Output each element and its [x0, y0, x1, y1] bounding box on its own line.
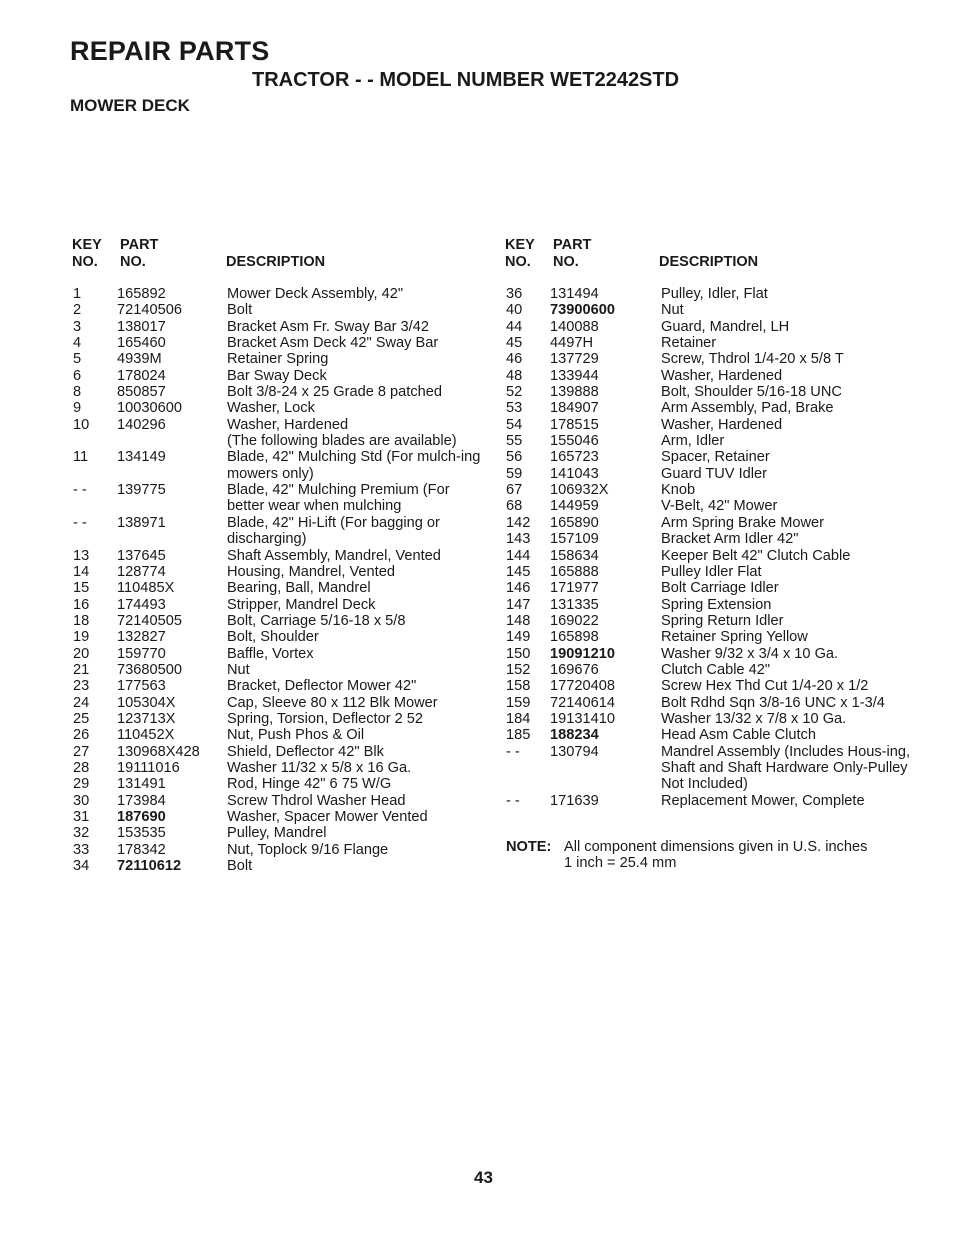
part-row: [506, 678, 946, 694]
part-description: Shaft Assembly, Mandrel, Vented: [227, 547, 441, 564]
right-part-header: [553, 237, 591, 271]
part-number: 165723: [550, 449, 599, 466]
part-row: [73, 662, 513, 678]
part-row: [73, 646, 513, 662]
key-number: 25: [73, 710, 90, 727]
key-number: 44: [506, 318, 523, 335]
part-number: 178515: [550, 416, 599, 433]
part-description: Bracket, Deflector Mower 42": [227, 678, 417, 695]
part-description: Bearing, Ball, Mandrel: [227, 580, 371, 597]
part-description: Nut: [661, 302, 684, 319]
key-number: 26: [73, 727, 90, 744]
part-row: [506, 466, 946, 482]
key-number: 28: [73, 759, 90, 776]
key-number: 159: [506, 694, 531, 711]
part-number: 138017: [117, 318, 166, 335]
part-description: Arm, Idler: [661, 433, 725, 450]
part-number: 4939M: [117, 351, 162, 368]
part-number: 133944: [550, 367, 599, 384]
part-description: Shield, Deflector 42" Blk: [227, 743, 384, 760]
part-number: 132827: [117, 629, 166, 646]
part-description: Screw Hex Thd Cut 1/4-20 x 1/2: [661, 678, 869, 695]
part-row: [506, 531, 946, 547]
page-title: REPAIR PARTS: [70, 36, 270, 66]
part-number: 177563: [117, 678, 166, 695]
part-description: Blade, 42" Mulching Premium (For better wear when mulching: [227, 482, 450, 515]
part-description: Pulley, Mandrel: [227, 825, 327, 842]
part-header-line2: NO.: [553, 254, 579, 270]
part-row: [506, 744, 946, 793]
part-description: Retainer Spring: [227, 351, 329, 368]
part-number: 144959: [550, 498, 599, 515]
key-number: 40: [506, 302, 523, 319]
part-description: Guard TUV Idler: [661, 465, 767, 482]
part-description: Baffle, Vortex: [227, 645, 314, 662]
key-number: 48: [506, 367, 523, 384]
key-number: 29: [73, 776, 90, 793]
part-row: [506, 449, 946, 465]
part-number: 131494: [550, 286, 599, 302]
key-header-line2: NO.: [72, 254, 98, 270]
part-description: Bolt, Shoulder: [227, 629, 319, 646]
part-row: [73, 613, 513, 629]
key-number: 147: [506, 596, 531, 613]
part-description: Nut, Toplock 9/16 Flange: [227, 841, 389, 858]
part-number: 72140506: [117, 302, 182, 319]
part-number: 165888: [550, 563, 599, 580]
part-description: Bracket Asm Fr. Sway Bar 3/42: [227, 318, 429, 335]
part-description: Keeper Belt 42" Clutch Cable: [661, 547, 851, 564]
part-number: 72110612: [117, 858, 182, 875]
part-description: Pulley, Idler, Flat: [661, 286, 768, 302]
part-number: 72140614: [550, 694, 615, 711]
key-number: 2: [73, 302, 82, 319]
part-number: 140088: [550, 318, 599, 335]
right-key-header: [505, 237, 535, 271]
part-description: Bolt, Carriage 5/16-18 x 5/8: [227, 612, 406, 629]
part-number: 106932X: [550, 482, 609, 499]
part-row: [73, 825, 513, 841]
part-description: Blade, 42" Hi-Lift (For bagging or discharging): [227, 514, 440, 548]
part-number: 72140505: [117, 612, 182, 629]
key-number: 21: [73, 661, 90, 678]
part-row: [506, 629, 946, 645]
part-row: [73, 449, 513, 482]
key-number: 184: [506, 710, 531, 727]
part-row: [73, 515, 513, 548]
key-number: 5: [73, 351, 82, 368]
part-row: [73, 384, 513, 400]
part-number: 155046: [550, 433, 599, 450]
part-description: Washer, Hardened: [227, 416, 349, 433]
part-number: 134149: [117, 449, 166, 466]
part-row: [506, 319, 946, 335]
key-number: - -: [506, 792, 520, 809]
part-row: [73, 727, 513, 743]
part-number: 169022: [550, 612, 599, 629]
part-description: V-Belt, 42" Mower: [661, 498, 778, 515]
part-description: Clutch Cable 42": [661, 661, 771, 678]
part-row: [73, 695, 513, 711]
part-row: [506, 302, 946, 318]
part-description: Bolt 3/8-24 x 25 Grade 8 patched: [227, 384, 442, 401]
key-number: 143: [506, 531, 531, 548]
part-number: 138971: [117, 514, 166, 531]
key-number: 6: [73, 367, 82, 384]
key-number: 13: [73, 547, 90, 564]
key-header-line1: KEY: [72, 237, 102, 253]
key-number: 14: [73, 563, 90, 580]
key-number: 4: [73, 335, 82, 352]
part-description: Washer, Hardened: [661, 367, 783, 384]
part-description: Rod, Hinge 42" 6 75 W/G: [227, 776, 392, 793]
part-number: 139888: [550, 384, 599, 401]
part-number: 169676: [550, 661, 599, 678]
part-number: 187690: [117, 809, 166, 825]
part-number: 157109: [550, 531, 599, 548]
key-number: 148: [506, 612, 531, 629]
key-number: 33: [73, 841, 90, 858]
part-number: 165892: [117, 286, 166, 302]
part-number: 131491: [117, 776, 166, 793]
part-description: Guard, Mandrel, LH: [661, 318, 790, 335]
part-number: 73900600: [550, 302, 615, 319]
part-row: [506, 727, 946, 743]
part-description: Nut: [227, 661, 250, 678]
part-row: [73, 335, 513, 351]
part-row: [73, 629, 513, 645]
part-description: Blade, 42" Mulching Std (For mulch-ing mowers only): [227, 449, 481, 482]
part-row: [73, 809, 513, 825]
key-number: 68: [506, 498, 523, 515]
part-number: 178342: [117, 841, 166, 858]
part-row: [506, 695, 946, 711]
part-row: [506, 384, 946, 400]
key-number: 31: [73, 809, 90, 825]
part-number: 171639: [550, 792, 599, 809]
part-number: 123713X: [117, 710, 176, 727]
key-number: 15: [73, 580, 90, 597]
key-number: 45: [506, 335, 523, 352]
part-number: 188234: [550, 727, 599, 744]
key-number: 36: [506, 286, 523, 302]
part-row: [506, 351, 946, 367]
key-number: 67: [506, 482, 523, 499]
part-number: 165898: [550, 629, 599, 646]
part-row: [73, 417, 513, 433]
key-number: 53: [506, 400, 523, 417]
part-description: Washer, Spacer Mower Vented: [227, 809, 428, 825]
key-number: 54: [506, 416, 523, 433]
part-number: 17720408: [550, 678, 615, 695]
part-row: [73, 319, 513, 335]
part-row: [73, 744, 513, 760]
part-description: Cap, Sleeve 80 x 112 Blk Mower: [227, 694, 438, 711]
part-row: [73, 580, 513, 596]
key-number: 59: [506, 465, 523, 482]
part-row: [73, 302, 513, 318]
part-description: Pulley Idler Flat: [661, 563, 762, 580]
part-description: Bracket Asm Deck 42" Sway Bar: [227, 335, 439, 352]
key-number: 8: [73, 384, 82, 401]
key-header-line1: KEY: [505, 237, 535, 253]
part-number: 19091210: [550, 645, 615, 662]
part-row: [73, 842, 513, 858]
left-part-header: [120, 237, 158, 271]
part-description: Spring, Torsion, Deflector 2 52: [227, 710, 424, 727]
part-description: Mower Deck Assembly, 42": [227, 286, 404, 302]
part-row: [506, 286, 946, 302]
part-number: 184907: [550, 400, 599, 417]
part-row: [73, 400, 513, 416]
part-number: 165460: [117, 335, 166, 352]
key-number: 158: [506, 678, 531, 695]
part-number: 850857: [117, 384, 166, 401]
right-parts-list: [506, 286, 946, 809]
part-description: Housing, Mandrel, Vented: [227, 563, 395, 580]
key-header-line2: NO.: [505, 254, 531, 270]
part-description: Washer 13/32 x 7/8 x 10 Ga.: [661, 710, 847, 727]
part-description: Spring Extension: [661, 596, 772, 613]
part-number: 131335: [550, 596, 599, 613]
part-row: [73, 368, 513, 384]
part-row: [506, 417, 946, 433]
part-number: 128774: [117, 563, 166, 580]
key-number: 46: [506, 351, 523, 368]
part-description: Nut, Push Phos & Oil: [227, 727, 365, 744]
key-number: 144: [506, 547, 531, 564]
part-number: 165890: [550, 514, 599, 531]
part-number: 19111016: [117, 759, 180, 776]
key-number: 145: [506, 563, 531, 580]
part-number: 141043: [550, 465, 599, 482]
part-description: Arm Assembly, Pad, Brake: [661, 400, 834, 417]
key-number: 3: [73, 318, 82, 335]
part-description: Washer 11/32 x 5/8 x 16 Ga.: [227, 759, 412, 776]
part-row: [73, 597, 513, 613]
left-parts-list: [73, 286, 513, 874]
key-number: 55: [506, 433, 523, 450]
part-row: [506, 580, 946, 596]
note-line-2: 1 inch = 25.4 mm: [564, 855, 677, 872]
part-description: Screw, Thdrol 1/4-20 x 5/8 T: [661, 351, 844, 368]
part-row: [506, 548, 946, 564]
part-description: Retainer Spring Yellow: [661, 629, 808, 646]
part-description: Bolt: [227, 302, 253, 319]
key-number: - -: [506, 743, 520, 760]
part-description: Washer, Hardened: [661, 416, 783, 433]
part-description: Spring Return Idler: [661, 612, 784, 629]
part-number: 130794: [550, 743, 599, 760]
part-number: 178024: [117, 367, 166, 384]
part-row: [73, 482, 513, 515]
part-description: Stripper, Mandrel Deck: [227, 596, 376, 613]
part-description: Bracket Arm Idler 42": [661, 531, 799, 548]
part-number: 110452X: [117, 727, 175, 744]
part-number: 158634: [550, 547, 599, 564]
left-key-header: [72, 237, 102, 271]
part-row: [73, 286, 513, 302]
key-number: 23: [73, 678, 90, 695]
part-description: Bolt Carriage Idler: [661, 580, 779, 597]
part-number: 153535: [117, 825, 166, 842]
part-row: [73, 793, 513, 809]
part-row: [506, 400, 946, 416]
part-number: 173984: [117, 792, 166, 809]
note-line-1: All component dimensions given in U.S. inches: [564, 839, 868, 855]
part-description: Retainer: [661, 335, 717, 352]
part-description: Screw Thdrol Washer Head: [227, 792, 406, 809]
part-number: 137645: [117, 547, 166, 564]
part-number: 159770: [117, 645, 166, 662]
part-row: [73, 433, 513, 449]
part-row: [506, 613, 946, 629]
part-header-line1: PART: [120, 237, 159, 253]
left-description-header: DESCRIPTION: [226, 254, 326, 270]
part-row: [506, 662, 946, 678]
key-number: 18: [73, 612, 90, 629]
key-number: 56: [506, 449, 523, 466]
note-label: NOTE:: [506, 839, 552, 855]
key-number: 16: [73, 596, 90, 613]
key-number: 11: [73, 449, 89, 466]
part-row: [73, 760, 513, 776]
part-row: [73, 678, 513, 694]
part-row: [506, 482, 946, 498]
part-number: 19131410: [550, 710, 615, 727]
part-description: Washer, Lock: [227, 400, 315, 417]
note: [506, 839, 926, 872]
part-row: [73, 711, 513, 727]
part-number: 171977: [550, 580, 599, 597]
part-number: 139775: [117, 482, 166, 499]
key-number: 152: [506, 661, 531, 678]
key-number: - -: [73, 482, 87, 499]
key-number: 32: [73, 825, 90, 842]
part-number: 137729: [550, 351, 599, 368]
key-number: 27: [73, 743, 90, 760]
note-text: [564, 839, 926, 872]
part-description: Washer 9/32 x 3/4 x 10 Ga.: [661, 645, 839, 662]
key-number: - -: [73, 514, 87, 531]
part-description: Spacer, Retainer: [661, 449, 770, 466]
key-number: 142: [506, 514, 531, 531]
part-description: Head Asm Cable Clutch: [661, 727, 816, 744]
part-description: (The following blades are available): [227, 433, 457, 450]
section-heading: MOWER DECK: [70, 96, 190, 115]
right-description-header: DESCRIPTION: [659, 254, 759, 270]
key-number: 19: [73, 629, 90, 646]
part-description: Bar Sway Deck: [227, 367, 327, 384]
part-number: 4497H: [550, 335, 594, 352]
part-description: Mandrel Assembly (Includes Hous-ing, Shaft and Shaft Hardware Only-Pulley Not Included): [661, 743, 911, 793]
part-number: 10030600: [117, 400, 182, 417]
key-number: 146: [506, 580, 531, 597]
key-number: 52: [506, 384, 523, 401]
page-number: 43: [474, 1168, 493, 1187]
key-number: 9: [73, 400, 82, 417]
part-number: 174493: [117, 596, 166, 613]
part-row: [506, 335, 946, 351]
part-row: [506, 793, 946, 809]
part-row: [506, 564, 946, 580]
part-row: [73, 564, 513, 580]
part-row: [506, 368, 946, 384]
part-row: [506, 498, 946, 514]
part-row: [73, 548, 513, 564]
part-row: [506, 646, 946, 662]
part-number: 110485X: [117, 580, 175, 597]
key-number: 10: [73, 416, 90, 433]
part-description: Arm Spring Brake Mower: [661, 514, 825, 531]
key-number: 20: [73, 645, 90, 662]
part-header-line2: NO.: [120, 254, 146, 270]
model-subtitle: TRACTOR - - MODEL NUMBER WET2242STD: [252, 69, 680, 91]
part-number: 105304X: [117, 694, 176, 711]
part-row: [506, 515, 946, 531]
part-row: [506, 433, 946, 449]
part-description: Bolt Rdhd Sqn 3/8-16 UNC x 1-3/4: [661, 694, 885, 711]
key-number: 149: [506, 629, 531, 646]
part-row: [73, 858, 513, 874]
part-number: 140296: [117, 416, 166, 433]
part-row: [506, 597, 946, 613]
part-number: 130968X428: [117, 743, 200, 760]
key-number: 185: [506, 727, 531, 744]
key-number: 34: [73, 858, 90, 875]
key-number: 150: [506, 645, 531, 662]
part-number: 73680500: [117, 661, 182, 678]
part-row: [73, 351, 513, 367]
part-description: Replacement Mower, Complete: [661, 792, 865, 809]
part-row: [73, 776, 513, 792]
key-number: 24: [73, 694, 90, 711]
part-header-line1: PART: [553, 237, 592, 253]
part-description: Bolt, Shoulder 5/16-18 UNC: [661, 384, 842, 401]
key-number: 1: [73, 286, 82, 302]
key-number: 30: [73, 792, 90, 809]
part-description: Bolt: [227, 858, 253, 875]
part-description: Knob: [661, 482, 696, 499]
part-row: [506, 711, 946, 727]
